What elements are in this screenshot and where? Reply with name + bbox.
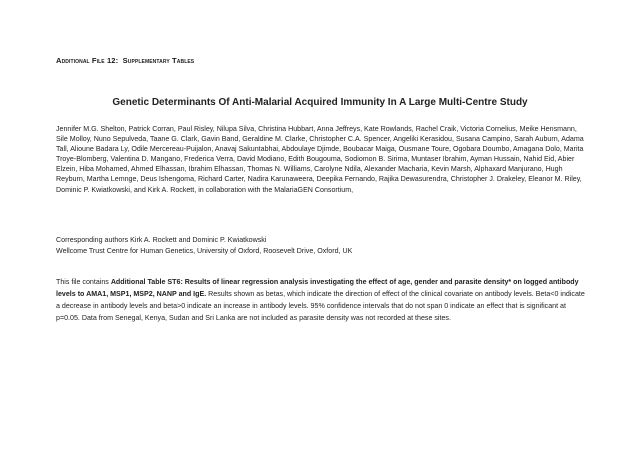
file-number: Additional File 12:	[56, 56, 119, 65]
paper-title: Genetic Determinants Of Anti-Malarial Acquired Immunity In A Large Multi-Centre Study	[112, 97, 528, 108]
file-description	[56, 276, 586, 324]
correspondence-block	[56, 235, 586, 257]
author-list: Jennifer M.G. Shelton, Patrick Corran, Paul Risley, Nilupa Silva, Christina Hubbart, Anna Jeffreys, Kate Rowlands, Rachel Craik, Victoria Cornelius, Meike Hensmann, Sile Molloy, Nuno Sepulveda, Taane G. Clark, Gavin Band, Geraldine M. Clarke, Christopher C.A. Spencer, Angeliki Kerasidou, Susana Campino, Sarah Auburn, Adama Tall, Alioune Badara Ly, Odile Mercereau-Puijalon, Anavaj Sakuntabhai, Abdoulaye Djimde, Boubacar Maiga, Ousmane Toure, Ogobara Doumbo, Amagana Dolo, Marita Troye-Blomberg, Valentina D. Mangano, Frederica Verra, David Modiano, Edith Bougouma, Sodiomon B. Sirima, Muntaser Ibrahim, Ayman Hussain, Nahid Eid, Abier Elzein, Hiba Mohamed, Ahmed Elhassan, Ibrahim Elhassan, Thomas N. Williams, Carolyne Ndila, Alexander Macharia, Kevin Marsh, Alphaxard Manjurano, Hugh Reyburn, Martha Lemnge, Deus Ishengoma, Richard Carter, Nadira Karunaweera, Deepika Fernando, Rajika Dewasurendra, Christopher J. Drakeley, Eleanor M. Riley, Dominic P. Kwiatkowski, and Kirk A. Rockett, in collaboration with the MalariaGEN Consortium,	[56, 125, 584, 194]
description-table-title: Additional Table ST6: Results of linear regression analysis investigating the effect of age, gender and parasite density* on logged antibody levels to AMA1, MSP1, MSP2, NANP and IgE.	[56, 278, 579, 299]
description-body: Results shown as betas, which indicate the direction of effect of the clinical covariate on antibody levels. Beta<0 indicate a decrease in antibody levels and beta>0 indicate an increase in antibody levels. 95% confidence intervals that do not span 0 indicate an effect that is significant at p=0.05. Data from Senegal, Kenya, Sudan and Sri Lanka are not included as parasite density was not recorded at these sites.	[56, 290, 585, 323]
file-label	[56, 56, 194, 65]
file-title: Supplementary Tables	[122, 56, 195, 65]
affiliation: Wellcome Trust Centre for Human Genetics, University of Oxford, Roosevelt Drive, Oxford, UK	[56, 247, 353, 255]
description-lead: This file contains	[56, 278, 111, 286]
corresponding-authors: Corresponding authors Kirk A. Rockett and Dominic P. Kwiatkowski	[56, 236, 267, 244]
